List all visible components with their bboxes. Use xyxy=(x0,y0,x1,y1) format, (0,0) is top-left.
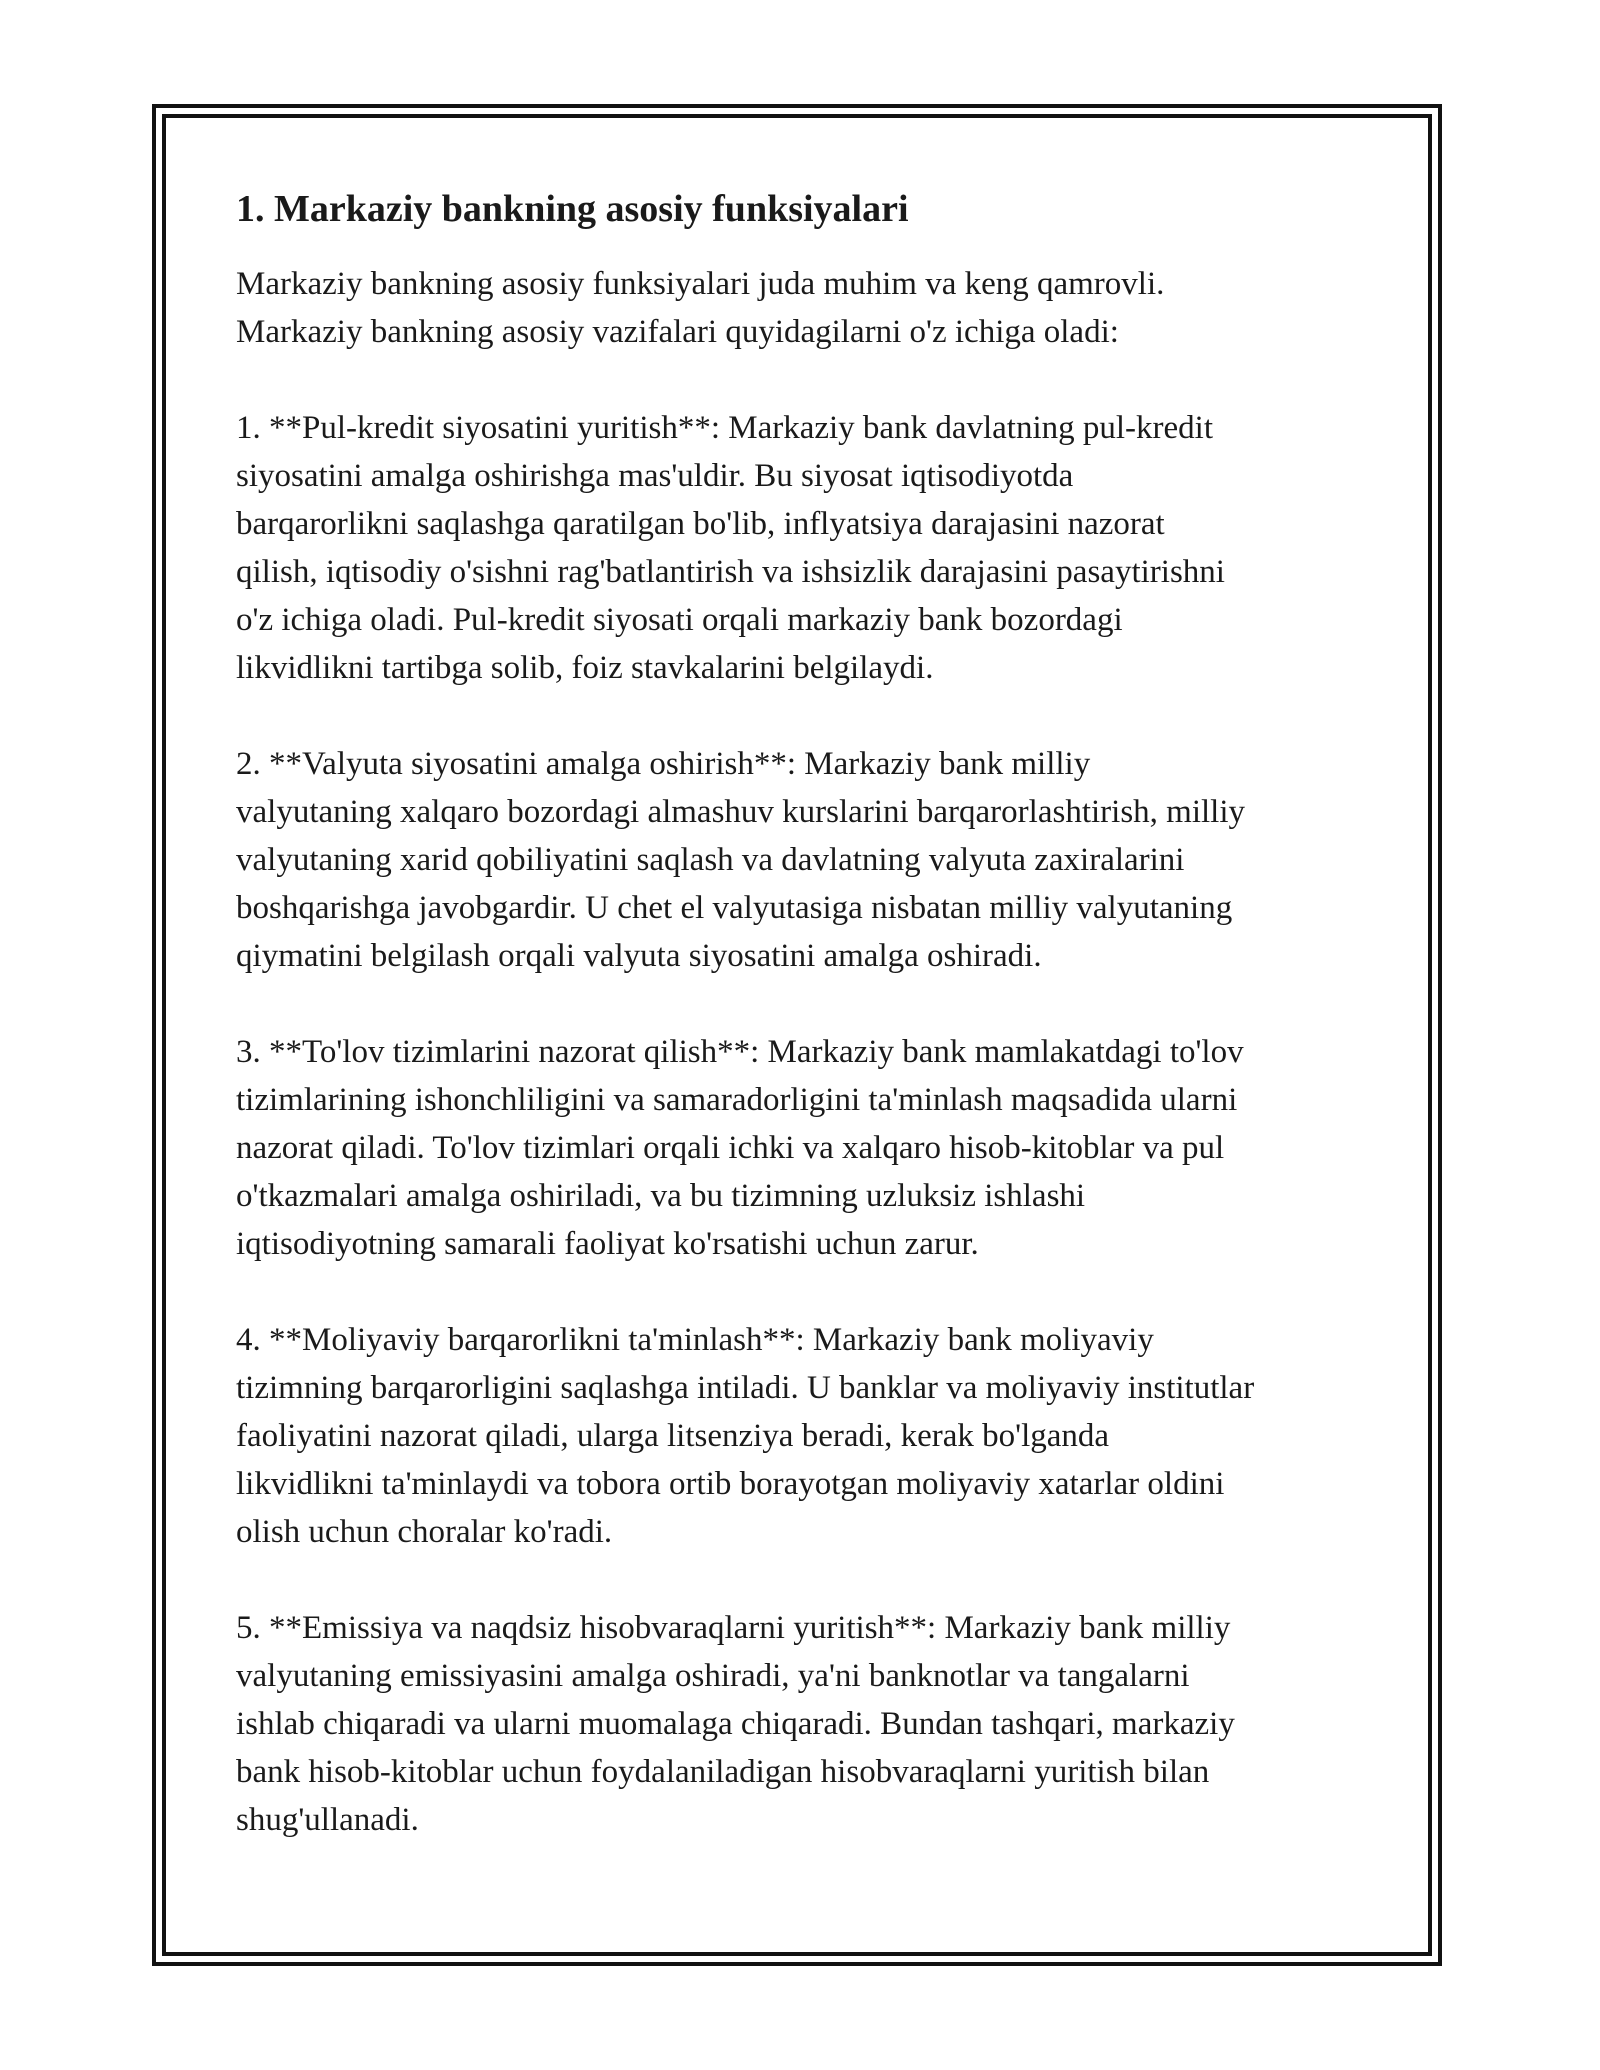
document-title: 1. Markaziy bankning asosiy funksiyalari xyxy=(236,188,909,230)
list-item: 3. **To'lov tizimlarini nazorat qilish**: Markaziy bank mamlakatdagi to'lov tizimlarining ishonchliligini va samaradorligini ta'minlash maqsadida ularni nazorat qiladi. To'lov tizimlari orqali ichki va xalqaro hisob-kitoblar va pul o'tkazmalari amalga oshiriladi, va bu tizimning uzluksiz ishlashi iqtisodiyotning samarali faoliyat ko'rsatishi uchun zarur. xyxy=(236,1034,1244,1262)
list-item: 5. **Emissiya va naqdsiz hisobvaraqlarni yuritish**: Markaziy bank milliy valyutaning emissiyasini amalga oshiradi, ya'ni banknotlar va tangalarni ishlab chiqaradi va ularni muomalaga chiqaradi. Bundan tashqari, markaziy bank hisob-kitoblar uchun foydalaniladigan hisobvaraqlarni yuritish bilan shug'ullanadi. xyxy=(236,1610,1235,1838)
list-item: 2. **Valyuta siyosatini amalga oshirish**: Markaziy bank milliy valyutaning xalqaro bozordagi almashuv kurslarini barqarorlashtirish, milliy valyutaning xarid qobiliyatini saqlash va davlatning valyuta zaxiralarini boshqarishga javobgardir. U chet el valyutasiga nisbatan milliy valyutaning qiymatini belgilash orqali valyuta siyosatini amalga oshiradi. xyxy=(236,746,1245,974)
intro-paragraph: Markaziy bankning asosiy funksiyalari juda muhim va keng qamrovli. Markaziy bankning asosiy vazifalari quyidagilarni o'z ichiga oladi: xyxy=(236,266,1165,350)
list-item: 4. **Moliyaviy barqarorlikni ta'minlash**: Markaziy bank moliyaviy tizimning barqarorligini saqlashga intiladi. U banklar va moliyaviy institutlar faoliyatini nazorat qiladi, ularga litsenziya beradi, kerak bo'lganda likvidlikni ta'minlaydi va tobora ortib borayotgan moliyaviy xatarlar oldini olish uchun choralar ko'radi. xyxy=(236,1322,1255,1550)
document-body xyxy=(236,186,1376,1892)
list-item: 1. **Pul-kredit siyosatini yuritish**: Markaziy bank davlatning pul-kredit siyosatini amalga oshirishga mas'uldir. Bu siyosat iqtisodiyotda barqarorlikni saqlashga qaratilgan bo'lib, inflyatsiya darajasini nazorat qilish, iqtisodiy o'sishni rag'batlantirish va ishsizlik darajasini pasaytirishni o'z ichiga oladi. Pul-kredit siyosati orqali markaziy bank bozordagi likvidlikni tartibga solib, foiz stavkalarini belgilaydi. xyxy=(236,410,1225,686)
